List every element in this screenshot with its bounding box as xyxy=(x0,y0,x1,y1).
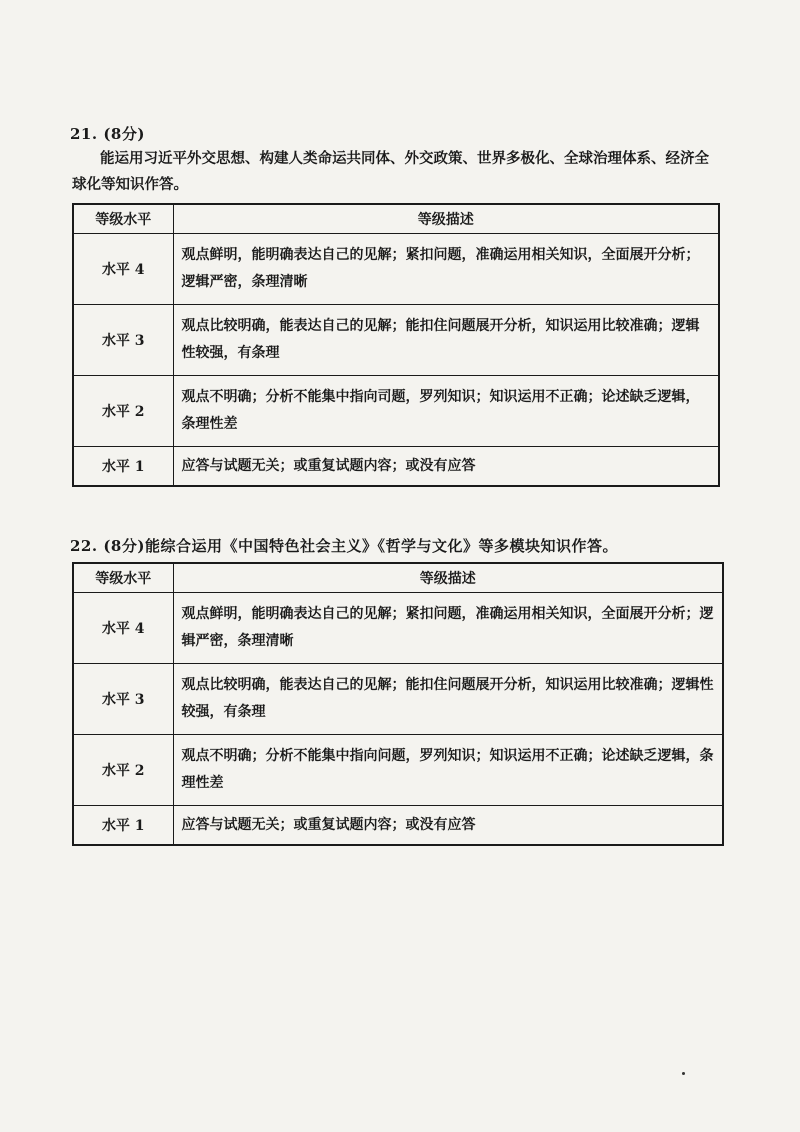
table-header-row xyxy=(73,204,719,234)
level-cell: 水平 2 xyxy=(73,735,173,806)
col-header-level: 等级水平 xyxy=(73,204,173,234)
table-row xyxy=(73,376,719,447)
col-header-level: 等级水平 xyxy=(73,563,173,593)
level-cell: 水平 1 xyxy=(73,806,173,846)
desc-cell: 观点比较明确，能表达自己的见解；能扣住问题展开分析，知识运用比较准确；逻辑性较强，有条理 xyxy=(173,664,723,735)
table-row xyxy=(73,447,719,487)
level-cell: 水平 4 xyxy=(73,593,173,664)
desc-cell: 观点比较明确，能表达自己的见解；能扣住问题展开分析，知识运用比较准确；逻辑性较强，有条理 xyxy=(173,305,719,376)
level-cell: 水平 1 xyxy=(73,447,173,487)
scan-speck xyxy=(682,1072,685,1075)
q22-header: 22. (8分)能综合运用《中国特色社会主义》《哲学与文化》等多模块知识作答。 xyxy=(70,537,618,555)
col-header-desc: 等级描述 xyxy=(173,563,723,593)
desc-cell: 观点鲜明，能明确表达自己的见解；紧扣问题，准确运用相关知识，全面展开分析；逻辑严密，条理清晰 xyxy=(173,234,719,305)
desc-cell: 观点不明确；分析不能集中指向问题，罗列知识；知识运用不正确；论述缺乏逻辑，条理性差 xyxy=(173,735,723,806)
table-row xyxy=(73,735,723,806)
table-row xyxy=(73,664,723,735)
col-header-desc: 等级描述 xyxy=(173,204,719,234)
table-row xyxy=(73,234,719,305)
table-row xyxy=(73,305,719,376)
q22-grade-table xyxy=(72,562,724,846)
table-row xyxy=(73,593,723,664)
desc-cell: 观点鲜明，能明确表达自己的见解；紧扣问题，准确运用相关知识，全面展开分析；逻辑严密，条理清晰 xyxy=(173,593,723,664)
level-cell: 水平 3 xyxy=(73,664,173,735)
desc-cell: 应答与试题无关；或重复试题内容；或没有应答 xyxy=(173,806,723,846)
q21-intro: 能运用习近平外交思想、构建人类命运共同体、外交政策、世界多极化、全球治理体系、经济全球化等知识作答。 xyxy=(72,150,709,193)
level-cell: 水平 3 xyxy=(73,305,173,376)
table-row xyxy=(73,806,723,846)
table-header-row xyxy=(73,563,723,593)
level-cell: 水平 4 xyxy=(73,234,173,305)
level-cell: 水平 2 xyxy=(73,376,173,447)
desc-cell: 应答与试题无关；或重复试题内容；或没有应答 xyxy=(173,447,719,487)
desc-cell: 观点不明确；分析不能集中指向司题，罗列知识；知识运用不正确；论述缺乏逻辑，条理性差 xyxy=(173,376,719,447)
q21-grade-table xyxy=(72,203,720,487)
q21-header: 21. (8分) xyxy=(70,125,145,143)
